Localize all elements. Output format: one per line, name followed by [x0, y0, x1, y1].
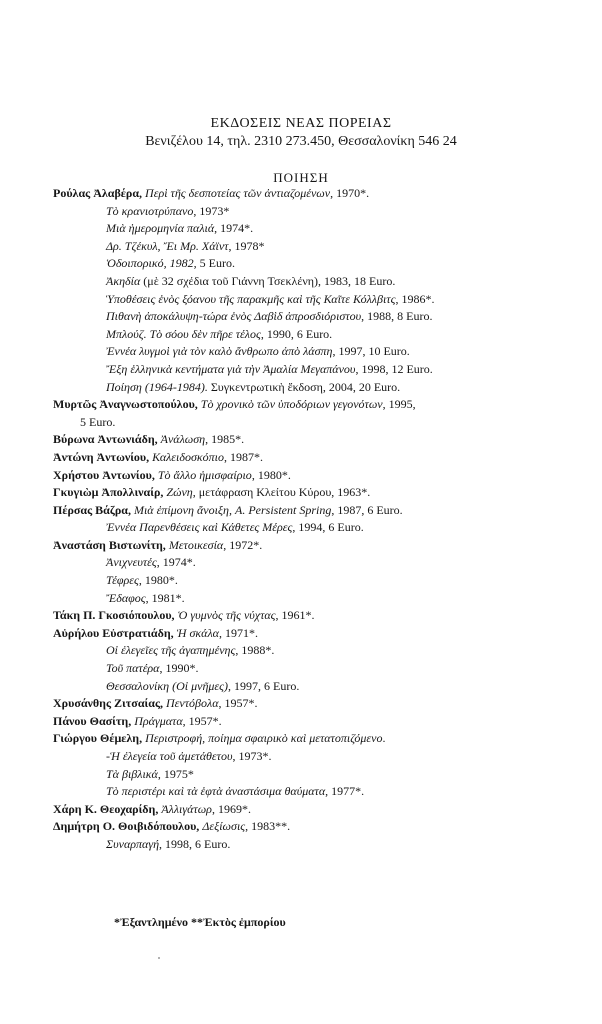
book-title: Τὰ βιβλικά — [106, 766, 158, 781]
book-title: Πιθανὴ ἀποκάλυψη-τώρα ἑνὸς Δαβὶδ ἀπροσδιόριστου — [106, 309, 362, 324]
book-title: Τὸ ἄλλο ἡμισφαίριο — [157, 467, 252, 482]
book-entry — [0, 660, 602, 678]
book-title: Ζώνη — [166, 485, 193, 500]
book-entry — [0, 308, 602, 326]
entry-details: Συγκεντρωτικὴ ἔκδοση, 2004, 20 Euro. — [207, 379, 401, 394]
entry-details: , 1981*. — [145, 590, 185, 605]
entry-details: , 1988*. — [235, 643, 275, 658]
book-entry — [0, 554, 602, 572]
entry-details: , 1987, 6 Euro. — [331, 502, 403, 517]
book-title: Δεξίωσις — [202, 819, 246, 834]
book-title: Τὸ χρονικὸ τῶν ὑποδόριων γεγονότων — [200, 397, 383, 412]
book-title: Ἀνάλωση — [160, 432, 206, 447]
book-entry — [0, 642, 602, 660]
book-title: Μιὰ ἐπίμονη ἄνοιξη, A. Persistent Spring — [133, 502, 332, 517]
entry-details: , 1997, 10 Euro. — [332, 344, 410, 359]
author-entry — [0, 607, 602, 625]
book-title: Ἐννέα λυγμοὶ γιὰ τὸν καλὸ ἄνθρωπο ἀπὸ λάσπη — [106, 344, 333, 359]
publisher-title: ΕΚΔΟΣΕΙΣ ΝΕΑΣ ΠΟΡΕΙΑΣ — [210, 116, 392, 131]
author-entry — [0, 449, 602, 467]
book-entry — [0, 326, 602, 344]
entry-details: , 1975* — [157, 766, 194, 781]
author-name: Αὐρήλου Εὐστρατιάδη, — [53, 625, 174, 640]
book-entry — [0, 519, 602, 537]
entry-details: . — [382, 731, 386, 746]
entry-details: 5 Euro. — [196, 256, 235, 271]
author-name: Χρήστου Ἀντωνίου, — [53, 467, 155, 482]
author-name: Πάνου Θασίτη, — [53, 713, 132, 728]
book-entry — [0, 255, 602, 273]
entry-details: , 1969*. — [211, 801, 251, 816]
book-title: Ἔξη ἑλληνικὰ κεντήματα γιὰ τὴν Ἀμαλία Μεγαπάνου — [106, 361, 356, 376]
book-title: Μπλούζ. Τὸ σόου δὲν πῆρε τέλος — [106, 326, 261, 341]
book-title: Θεσσαλονίκη (Οἱ μνῆμες) — [106, 678, 229, 693]
entry-details: , 1994, 6 Euro. — [292, 520, 364, 535]
author-name: Μυρτῶς Ἀναγνωστοπούλου, — [53, 397, 198, 412]
author-entry — [0, 431, 602, 449]
entry-details: , 1972*. — [223, 537, 263, 552]
author-entry — [0, 695, 602, 713]
catalog-entries — [0, 185, 602, 854]
book-title: Ἀκηδία — [106, 273, 141, 288]
section-heading: ΠΟΙΗΣΗ — [273, 170, 329, 185]
book-title: Τοῦ πατέρα — [106, 661, 160, 676]
book-title: Ἡ σκάλα — [176, 625, 219, 640]
entry-details: , 1990*. — [159, 661, 199, 676]
book-title: Τὸ κρανιοτρύπανο — [106, 203, 194, 218]
entry-details: , 1973* — [193, 203, 230, 218]
book-entry — [0, 273, 602, 291]
author-entry — [0, 467, 602, 485]
entry-details: , 1974*. — [214, 221, 254, 236]
author-name: Ἀναστάση Βιστωνίτη, — [53, 537, 166, 552]
book-title: Ὁ γυμνὸς τῆς νύχτας — [177, 608, 276, 623]
book-entry — [0, 783, 602, 801]
book-entry — [0, 572, 602, 590]
book-entry — [0, 678, 602, 696]
entry-details: , 1957*. — [182, 713, 222, 728]
entry-details: , 1985*. — [205, 432, 245, 447]
author-name: Χρυσάνθης Ζιτσαίας, — [53, 696, 164, 711]
publisher-address: Βενιζέλου 14, τηλ. 2310 273.450, Θεσσαλονίκη 546 24 — [145, 134, 457, 149]
entry-details: , 1971*. — [218, 625, 258, 640]
author-name: Ἀντώνη Ἀντωνίου, — [53, 449, 150, 464]
book-title: Περιστροφή, ποίημα σφαιρικὸ καὶ μετατοπιζόμενο — [145, 731, 383, 746]
entry-details: , 1998, 6 Euro. — [159, 836, 231, 851]
book-entry — [0, 748, 602, 766]
author-name: Ρούλας Ἀλαβέρα, — [53, 186, 143, 200]
book-title: Συναρπαγή — [106, 836, 160, 851]
entry-details: , 1995, — [382, 397, 416, 412]
book-title: -Ἡ ἐλεγεία τοῦ ἀμετάθετου — [106, 749, 233, 763]
book-entry — [0, 238, 602, 256]
entry-details: , 1997, 6 Euro. — [228, 678, 300, 693]
author-name: Χάρη Κ. Θεοχαρίδη, — [53, 801, 159, 816]
book-title: Οἱ ἐλεγεῖες τῆς ἀγαπημένης — [106, 643, 236, 658]
book-entry — [0, 379, 602, 397]
author-entry — [0, 537, 602, 555]
entry-details: , 1973*. — [232, 749, 272, 763]
book-title: Δρ. Τζέκυλ, Ἔι Μρ. Χάϊντ — [106, 238, 229, 253]
entry-details: 5 Euro. — [80, 414, 116, 429]
book-title: Ποίηση (1964-1984). — [106, 379, 208, 394]
page-speck — [158, 957, 160, 959]
author-entry — [0, 713, 602, 731]
book-title: Πράγματα — [134, 713, 183, 728]
author-entry — [0, 801, 602, 819]
author-entry — [0, 818, 602, 836]
book-title: Μιὰ ἡμερομηνία παλιά — [106, 221, 215, 236]
author-name: Τάκη Π. Γκοσιόπουλου, — [53, 608, 175, 623]
entry-details: , 1986*. — [395, 291, 435, 306]
entry-details: , 1983**. — [245, 819, 291, 834]
book-entry — [0, 343, 602, 361]
book-entry — [0, 414, 602, 432]
author-entry — [0, 484, 602, 502]
book-title: Ὁδοιπορικό, 1982, — [106, 256, 197, 271]
book-title: Πεντόβολα — [166, 696, 219, 711]
book-entry — [0, 766, 602, 784]
author-entry — [0, 625, 602, 643]
book-entry — [0, 291, 602, 309]
entry-details: , 1977*. — [325, 784, 365, 799]
book-title: Ἔδαφος — [106, 590, 146, 605]
book-entry — [0, 361, 602, 379]
entry-details: , 1998, 12 Euro. — [355, 361, 433, 376]
book-title: Μετοικεσία — [168, 537, 224, 552]
book-title: Ἀνιχνευτές — [106, 555, 157, 570]
author-name: Δημήτρη Ο. Θοιβιδόπουλου, — [53, 819, 200, 834]
author-name: Πέρσας Βάζρα, — [53, 502, 131, 517]
entry-details: , 1988, 8 Euro. — [361, 309, 433, 324]
entry-details: (μὲ 32 σχέδια τοῦ Γιάννη Τσεκλένη), 1983, 18 Euro. — [140, 273, 396, 288]
author-name: Βύρωνα Ἀντωνιάδη, — [53, 432, 158, 447]
entry-details: , 1974*. — [156, 555, 196, 570]
entry-details: , 1970*. — [330, 186, 370, 200]
book-entry — [0, 220, 602, 238]
book-entry — [0, 836, 602, 854]
book-entry — [0, 203, 602, 221]
entry-details: , μετάφραση Κλείτου Κύρου, 1963*. — [192, 485, 371, 500]
book-title: Ἐννέα Παρενθέσεις καὶ Κάθετες Μέρες — [106, 520, 293, 535]
author-name: Γκυγιὼμ Ἀπολλιναίρ, — [53, 485, 164, 500]
author-entry — [0, 185, 602, 203]
book-title: Τέφρες — [106, 573, 139, 588]
footnote: *Ἐξαντλημένο **Ἐκτὸς ἐμπορίου — [114, 915, 286, 929]
author-entry — [0, 396, 602, 414]
book-entry — [0, 590, 602, 608]
entry-details: , 1987*. — [223, 449, 263, 464]
book-title: Περὶ τῆς δεσποτείας τῶν ἀντιαζομένων — [145, 186, 331, 200]
book-title: Ὑποθέσεις ἑνὸς ξόανου τῆς παρακμῆς καὶ τῆς Καῖτε Κόλλβιτς — [106, 291, 396, 306]
book-title: Καλειδοσκόπιο — [152, 449, 224, 464]
entry-details: , 1990, 6 Euro. — [260, 326, 333, 341]
entry-details: , 1980*. — [138, 573, 178, 588]
author-entry — [0, 730, 602, 748]
entry-details: , 1980*. — [251, 467, 291, 482]
author-name: Γιώργου Θέμελη, — [53, 731, 143, 746]
entry-details: , 1957*. — [218, 696, 258, 711]
book-title: Τὸ περιστέρι καὶ τὰ ἑφτὰ ἀναστάσιμα θαύματα — [106, 784, 326, 799]
book-title: Ἀλλιγάτωρ — [161, 801, 212, 816]
entry-details: , 1978* — [228, 238, 265, 253]
entry-details: , 1961*. — [275, 608, 315, 623]
author-entry — [0, 502, 602, 520]
